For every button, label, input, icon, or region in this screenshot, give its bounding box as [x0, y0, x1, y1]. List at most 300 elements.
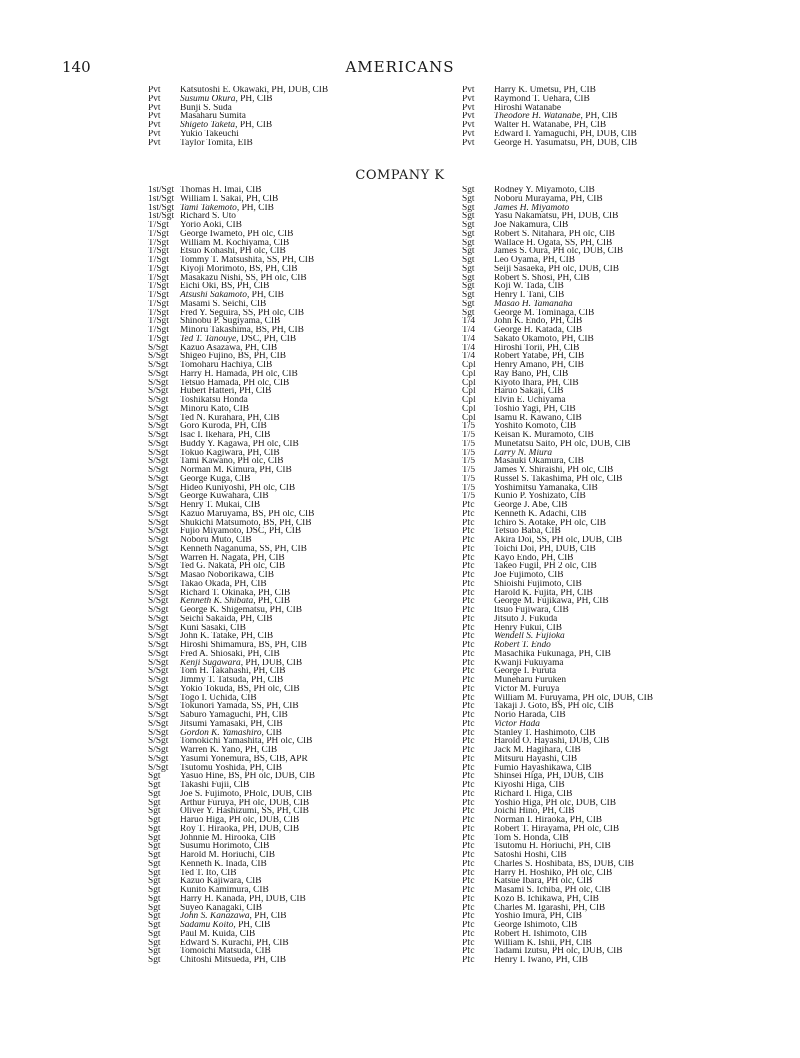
rank: Sgt: [148, 798, 161, 808]
rank: Cpl: [462, 387, 476, 396]
awards: , PH, CIB: [558, 86, 596, 95]
awards: , CIB: [548, 833, 569, 843]
soldier-name: Takao Okada: [180, 579, 230, 589]
soldier-name: Kazuo Asazawa: [180, 343, 241, 353]
roster-entry: [462, 720, 782, 729]
soldier-name: Isamu R. Kawano: [494, 413, 562, 423]
roster-entry: [462, 282, 782, 291]
soldier-name: Thomas H. Imai: [180, 186, 242, 195]
rank: Pfc: [462, 544, 475, 554]
soldier-name: Richard T. Okinaka: [180, 588, 254, 598]
rank: S/Sgt: [148, 754, 169, 764]
soldier-name: Henry Amano: [494, 361, 547, 370]
soldier-name: John K. Endo: [494, 317, 546, 326]
soldier-name: James Y. Shiraishi: [494, 466, 563, 475]
soldier-name: Walter H. Watanabe: [494, 121, 570, 130]
roster-entry: [148, 335, 448, 344]
roster-entry: [462, 729, 782, 738]
rank: Pfc: [462, 868, 475, 878]
rank: Pfc: [462, 894, 475, 904]
awards: , PH olc, DUB, CIB: [540, 798, 616, 808]
roster-entry: [148, 422, 448, 431]
roster-entry: [462, 212, 782, 221]
awards: , SS, PH, CIB: [560, 238, 613, 248]
roster-entry: [462, 702, 782, 711]
rank: S/Sgt: [148, 719, 169, 729]
roster-entry: [148, 414, 448, 423]
rank: T/Sgt: [148, 308, 169, 318]
roster-entry: [148, 659, 448, 668]
soldier-name: Taylor Tomita: [180, 138, 233, 148]
rank: 1st/Sgt: [148, 212, 175, 221]
rank: Pfc: [462, 754, 475, 764]
rank: Pfc: [462, 606, 475, 615]
roster-entry: [462, 265, 782, 274]
awards: , PH, CIB: [235, 121, 273, 130]
rank: S/Sgt: [148, 404, 169, 414]
awards: , PH olc, CIB: [234, 247, 286, 256]
roster-entry: [462, 842, 782, 851]
rank: Sgt: [148, 921, 161, 930]
awards: , PH, CIB: [552, 273, 590, 283]
rank: T/Sgt: [148, 247, 169, 256]
soldier-name: Noboru Murayama: [494, 194, 566, 204]
awards: , CIB: [248, 492, 269, 501]
soldier-name: Tom S. Honda: [494, 833, 549, 843]
rank: Pfc: [462, 719, 475, 729]
awards: , PH, DUB, CIB: [575, 138, 638, 148]
roster-entry: [148, 466, 448, 475]
soldier-name: Seiji Sasaeka: [494, 264, 544, 274]
roster-entry: [148, 904, 448, 913]
awards: , EIB: [232, 138, 253, 148]
rank: Pfc: [462, 501, 475, 510]
soldier-name: Norman M. Kimura: [180, 466, 255, 475]
rank: Sgt: [462, 212, 475, 221]
rank: Cpl: [462, 404, 476, 414]
awards: , CIB: [221, 221, 242, 230]
rank: Pvt: [148, 86, 161, 95]
awards: , PH, CIB: [242, 413, 280, 423]
soldier-name: Wallace H. Ogata: [494, 238, 561, 248]
soldier-name: Fujio Miyamoto: [180, 527, 242, 536]
awards: , CIB: [574, 186, 595, 195]
rank: Pfc: [462, 509, 475, 519]
soldier-name: Haruo Sakaji: [494, 387, 544, 396]
soldier-name: Kenneth K. Shibata: [180, 597, 254, 606]
rank: T/Sgt: [148, 334, 169, 344]
roster-entry: [462, 694, 782, 703]
roster-entry: [462, 545, 782, 554]
roster-entry: [462, 571, 782, 580]
roster-entry: [462, 659, 782, 668]
soldier-name: Ted N. Kurahara: [180, 413, 243, 423]
awards: , CIB: [236, 693, 257, 703]
rank: Sgt: [148, 816, 161, 825]
awards: , PH olc, DUB, CIB: [547, 947, 623, 956]
soldier-name: John S. Kanazawa: [180, 912, 250, 921]
soldier-name: Munetatsu Saito: [494, 439, 556, 449]
rank: Pfc: [462, 641, 475, 650]
rank: Pvt: [148, 103, 161, 113]
soldier-name: Tetsuo Hamada: [180, 378, 239, 388]
rank: Pfc: [462, 947, 475, 956]
soldier-name: Masaharu Sumita: [180, 112, 246, 121]
roster-entry: [462, 790, 782, 799]
soldier-name: James H. Miyamoto: [494, 203, 570, 213]
roster-entry: [148, 615, 448, 624]
soldier-name: Arthur Furuya: [180, 798, 234, 808]
awards: , CIB: [253, 571, 275, 580]
soldier-name: Seichi Sakaida: [180, 614, 236, 624]
roster-entry: [148, 221, 448, 230]
awards: , PH, CIB: [568, 903, 606, 913]
soldier-name: Tomoichi Matsuda: [180, 947, 251, 956]
soldier-name: Hideo Kuniyoshi: [180, 483, 245, 493]
awards: , BS, PH olc, DUB, CIB: [223, 772, 316, 781]
roster-entry: [462, 624, 782, 633]
awards: , PH, DUB, CIB: [266, 86, 329, 95]
rank: S/Sgt: [148, 614, 169, 624]
roster-entry: [462, 860, 782, 869]
soldier-name: Suyeo Kanagaki: [180, 903, 242, 913]
roster-entry: [462, 930, 782, 939]
rank: Sgt: [148, 824, 161, 834]
rank: T/Sgt: [148, 256, 169, 265]
awards: , PH, CIB: [235, 614, 273, 624]
rank: S/Sgt: [148, 684, 169, 694]
rank: Sgt: [462, 299, 475, 309]
roster-entry: [148, 597, 448, 606]
awards: , PH, CIB: [538, 256, 575, 265]
roster-entry: [462, 361, 782, 370]
roster-entry: [148, 104, 448, 113]
soldier-name: Kunito Kamimura: [180, 886, 249, 895]
awards: , CIB: [230, 474, 251, 484]
awards: , CIB: [249, 842, 270, 851]
awards: , CIB: [543, 291, 565, 300]
roster-entry: [148, 431, 448, 440]
awards: , PH, CIB: [249, 912, 287, 921]
roster-entry: [148, 571, 448, 580]
soldier-name: Masami S. Seichi: [180, 299, 246, 309]
rank: Pfc: [462, 938, 475, 948]
soldier-name: William I. Sakai: [180, 194, 242, 204]
rank: T/4: [462, 334, 476, 344]
soldier-name: Hubert Hatteri: [180, 387, 235, 396]
soldier-name: Joe Fujimoto: [494, 571, 544, 580]
soldier-name: Roy T. Hiraoka: [180, 824, 238, 834]
roster-entry: [462, 562, 782, 571]
soldier-name: Norio Harada: [494, 711, 546, 720]
soldier-name: Robert T. Endo: [494, 641, 551, 650]
roster-entry: [462, 580, 782, 589]
roster-entry: [148, 851, 448, 860]
roster-entry: [148, 186, 448, 195]
soldier-name: Victor M. Furuya: [494, 684, 560, 694]
soldier-name: Katsutoshi E. Okawaki: [180, 86, 267, 95]
rank: T/Sgt: [148, 291, 169, 300]
rank: Pfc: [462, 667, 475, 676]
soldier-name: William M. Furuyama: [494, 693, 578, 703]
awards: , CIB: [541, 623, 562, 633]
rank: Cpl: [462, 378, 476, 388]
rank: S/Sgt: [148, 597, 169, 606]
soldier-name: Robert S. Shosi: [494, 273, 553, 283]
soldier-name: Tokuo Kagiwara: [180, 448, 243, 458]
awards: , CIB: [216, 868, 237, 878]
awards: , PH, CIB: [246, 676, 284, 685]
roster-entry: [148, 519, 448, 528]
awards: , CIB: [547, 221, 569, 230]
roster-entry: [462, 939, 782, 948]
awards: , PH, CIB: [556, 334, 594, 344]
rank: Pfc: [462, 684, 475, 694]
soldier-name: Shigeo Fujino: [180, 352, 233, 361]
roster-entry: [148, 632, 448, 641]
roster-entry: [148, 912, 448, 921]
rank: S/Sgt: [148, 518, 169, 528]
company-k-column-left: [148, 186, 448, 965]
roster-entry: [148, 825, 448, 834]
rank: Sgt: [462, 256, 475, 265]
soldier-name: Charles S. Hoshibata: [494, 859, 573, 869]
rank: Pfc: [462, 614, 475, 624]
soldier-name: Saburo Yamaguchi: [180, 711, 251, 720]
rank: S/Sgt: [148, 431, 169, 440]
rank: Pvt: [148, 121, 161, 130]
soldier-name: Yoshio Higa: [494, 798, 541, 808]
roster-entry: [148, 492, 448, 501]
roster-entry: [148, 842, 448, 851]
rank: S/Sgt: [148, 588, 169, 598]
rank: Sgt: [148, 956, 161, 965]
roster-entry: [462, 615, 782, 624]
roster-entry: [462, 274, 782, 283]
roster-entry: [148, 510, 448, 519]
soldier-name: Leo Oyama: [494, 256, 538, 265]
rank: Sgt: [148, 772, 161, 781]
soldier-name: Hiroshi Torii: [494, 343, 543, 353]
soldier-name: Masauki Okamura: [494, 457, 564, 466]
rank: T/5: [462, 422, 476, 431]
rank: Pfc: [462, 851, 475, 860]
soldier-name: Elvin E. Uchiyama: [494, 396, 566, 405]
awards: , PH, CIB: [542, 343, 580, 353]
awards: , PH, CIB: [565, 194, 603, 204]
rank: Sgt: [148, 859, 161, 869]
soldier-name: Joe Nakamura: [494, 221, 548, 230]
roster-entry: [148, 921, 448, 930]
awards: , CIB: [225, 623, 246, 633]
roster-entry: [148, 352, 448, 361]
roster-entry: [462, 466, 782, 475]
awards: , PH olc, CIB: [247, 439, 299, 449]
rank: Sgt: [148, 868, 161, 878]
rank: S/Sgt: [148, 632, 169, 641]
rank: Pvt: [462, 121, 475, 130]
awards: , CIB: [566, 509, 587, 519]
awards: , PH olc, DUB, CIB: [577, 693, 653, 703]
roster-entry: [462, 370, 782, 379]
rank: T/5: [462, 483, 476, 493]
roster-entry: [148, 484, 448, 493]
awards: , PH, CIB: [253, 588, 291, 598]
awards: , BS, PH, CIB: [250, 326, 304, 335]
rank: Pfc: [462, 553, 475, 563]
awards: , PH, CIB: [537, 807, 575, 816]
rank: S/Sgt: [148, 396, 169, 405]
rank: S/Sgt: [148, 457, 169, 466]
roster-entry: [462, 737, 782, 746]
rank: Pfc: [462, 571, 475, 580]
awards: , CIB: [261, 728, 282, 738]
awards: , PH, CIB: [573, 842, 611, 851]
rank: S/Sgt: [148, 641, 169, 650]
awards: , PH, CIB: [236, 632, 274, 641]
soldier-name: Shinobu P. Sugiyama: [180, 317, 260, 326]
rank: Pfc: [462, 798, 475, 808]
rank: S/Sgt: [148, 737, 169, 746]
soldier-name: George Ishimoto: [494, 921, 558, 930]
rank: Pfc: [462, 877, 475, 886]
awards: , BS, PH olc, CIB: [247, 509, 315, 519]
rank: S/Sgt: [148, 509, 169, 519]
rank: S/Sgt: [148, 466, 169, 475]
soldier-name: Yoshio Imura: [494, 912, 545, 921]
soldier-name: Yasuo Hine: [180, 772, 224, 781]
awards: , PH, DUB, CIB: [534, 544, 596, 554]
rank: S/Sgt: [148, 439, 169, 449]
roster-entry: [148, 869, 448, 878]
awards: , CIB: [552, 789, 573, 799]
rank: S/Sgt: [148, 501, 169, 510]
soldier-name: Tetsuo Baba: [494, 527, 541, 536]
awards: , CIB: [234, 929, 256, 939]
awards: , PH, CIB: [244, 763, 282, 773]
roster-entry: [462, 422, 782, 431]
running-head: AMERICANS: [345, 58, 455, 76]
rank: S/Sgt: [148, 422, 169, 431]
soldier-name: Charles M. Igarashi: [494, 903, 569, 913]
roster-entry: [148, 274, 448, 283]
roster-entry: [148, 256, 448, 265]
rank: Pfc: [462, 728, 475, 738]
rank: Pfc: [462, 956, 475, 965]
soldier-name: Isac I. Ikehara: [180, 431, 234, 440]
rank: T/4: [462, 326, 476, 335]
soldier-name: George Kuwahara: [180, 492, 249, 501]
soldier-name: Takaji J. Goto: [494, 702, 547, 711]
awards: , PH, CIB: [554, 938, 592, 948]
soldier-name: Yorio Aoki: [180, 221, 222, 230]
roster-entry: [148, 685, 448, 694]
rank: Pfc: [462, 816, 475, 825]
rank: T/5: [462, 457, 476, 466]
awards: , CIB: [556, 754, 578, 764]
soldier-name: Tom H. Takahashi: [180, 667, 249, 676]
roster-entry: [462, 501, 782, 510]
soldier-name: Shinsei Higa: [494, 772, 543, 781]
roster-entry: [148, 772, 448, 781]
soldier-name: Toshikatsu Honda: [180, 396, 248, 405]
soldier-name: Masachika Fukunaga: [494, 649, 574, 659]
awards: , CIB: [557, 921, 578, 930]
awards: , PH, CIB: [241, 194, 279, 204]
roster-entry: [148, 606, 448, 615]
rank: T/5: [462, 431, 476, 440]
soldier-name: Ted T. Ito: [180, 868, 217, 878]
soldier-name: Henry I. Iwano: [494, 956, 552, 965]
roster-entry: [148, 947, 448, 956]
roster-entry: [462, 895, 782, 904]
rank: S/Sgt: [148, 474, 169, 484]
roster-entry: [462, 519, 782, 528]
roster-entry: [148, 370, 448, 379]
roster-entry: [148, 799, 448, 808]
rank: Pvt: [148, 112, 161, 121]
soldier-name: Wendell S. Fujioka: [494, 632, 565, 641]
awards: , PH olc, CIB: [234, 562, 286, 571]
rank: S/Sgt: [148, 448, 169, 458]
soldier-name: Kiyoshi Higa: [494, 781, 545, 790]
soldier-name: Hiroshi Shimamura: [180, 641, 254, 650]
awards: , CIB: [573, 431, 594, 440]
rank: Pfc: [462, 824, 475, 834]
awards: , PH, CIB: [555, 588, 593, 598]
roster-entry: [462, 352, 782, 361]
roster-entry: [462, 799, 782, 808]
rank: Sgt: [148, 903, 161, 913]
soldier-name: Fumio Hayashikawa: [494, 763, 572, 773]
roster-entry: [462, 239, 782, 248]
awards: , CIB: [545, 711, 566, 720]
awards: , SS, PH olc, CIB: [238, 308, 304, 318]
soldier-name: Tomoharu Hachiya: [180, 361, 252, 370]
soldier-name: Keisan K. Muramoto: [494, 431, 574, 440]
awards: , PH, CIB: [569, 121, 607, 130]
soldier-name: George M. Tominaga: [494, 308, 574, 318]
awards: , PH olc, CIB: [568, 824, 620, 834]
awards: , BS, DUB, CIB: [572, 859, 634, 869]
roster-entry: [462, 825, 782, 834]
awards: , PH, CIB: [551, 956, 589, 965]
awards: , PH olc, CIB: [555, 518, 606, 528]
roster-entry: [462, 195, 782, 204]
rank: Sgt: [462, 282, 475, 291]
roster-entry: [148, 641, 448, 650]
company-k-column-right: [462, 186, 782, 965]
soldier-name: Ray Bano: [494, 369, 532, 379]
soldier-name: William K. Ishii: [494, 938, 555, 948]
rank: T/Sgt: [148, 221, 169, 230]
soldier-name: Haruo Higa: [180, 816, 224, 825]
awards: , PH olc, DUB, CIB: [233, 798, 310, 808]
soldier-name: Theodore H. Watanabe: [494, 112, 581, 121]
soldier-name: Eichi Oki: [180, 282, 217, 291]
awards: , PH, CIB: [253, 597, 291, 606]
soldier-name: Stanley T. Hashimoto: [494, 728, 576, 738]
awards: , PH, CIB: [240, 746, 278, 755]
soldier-name: Kenji Sugawara: [180, 658, 241, 668]
rank: Pfc: [462, 737, 475, 746]
soldier-name: Henry I. Tani: [494, 291, 544, 300]
awards: , PH olc, CIB: [564, 229, 615, 239]
roster-entry: [462, 947, 782, 956]
rank: Sgt: [148, 842, 161, 851]
roster-entry: [462, 904, 782, 913]
awards: , SS, PH, CIB: [254, 544, 307, 554]
